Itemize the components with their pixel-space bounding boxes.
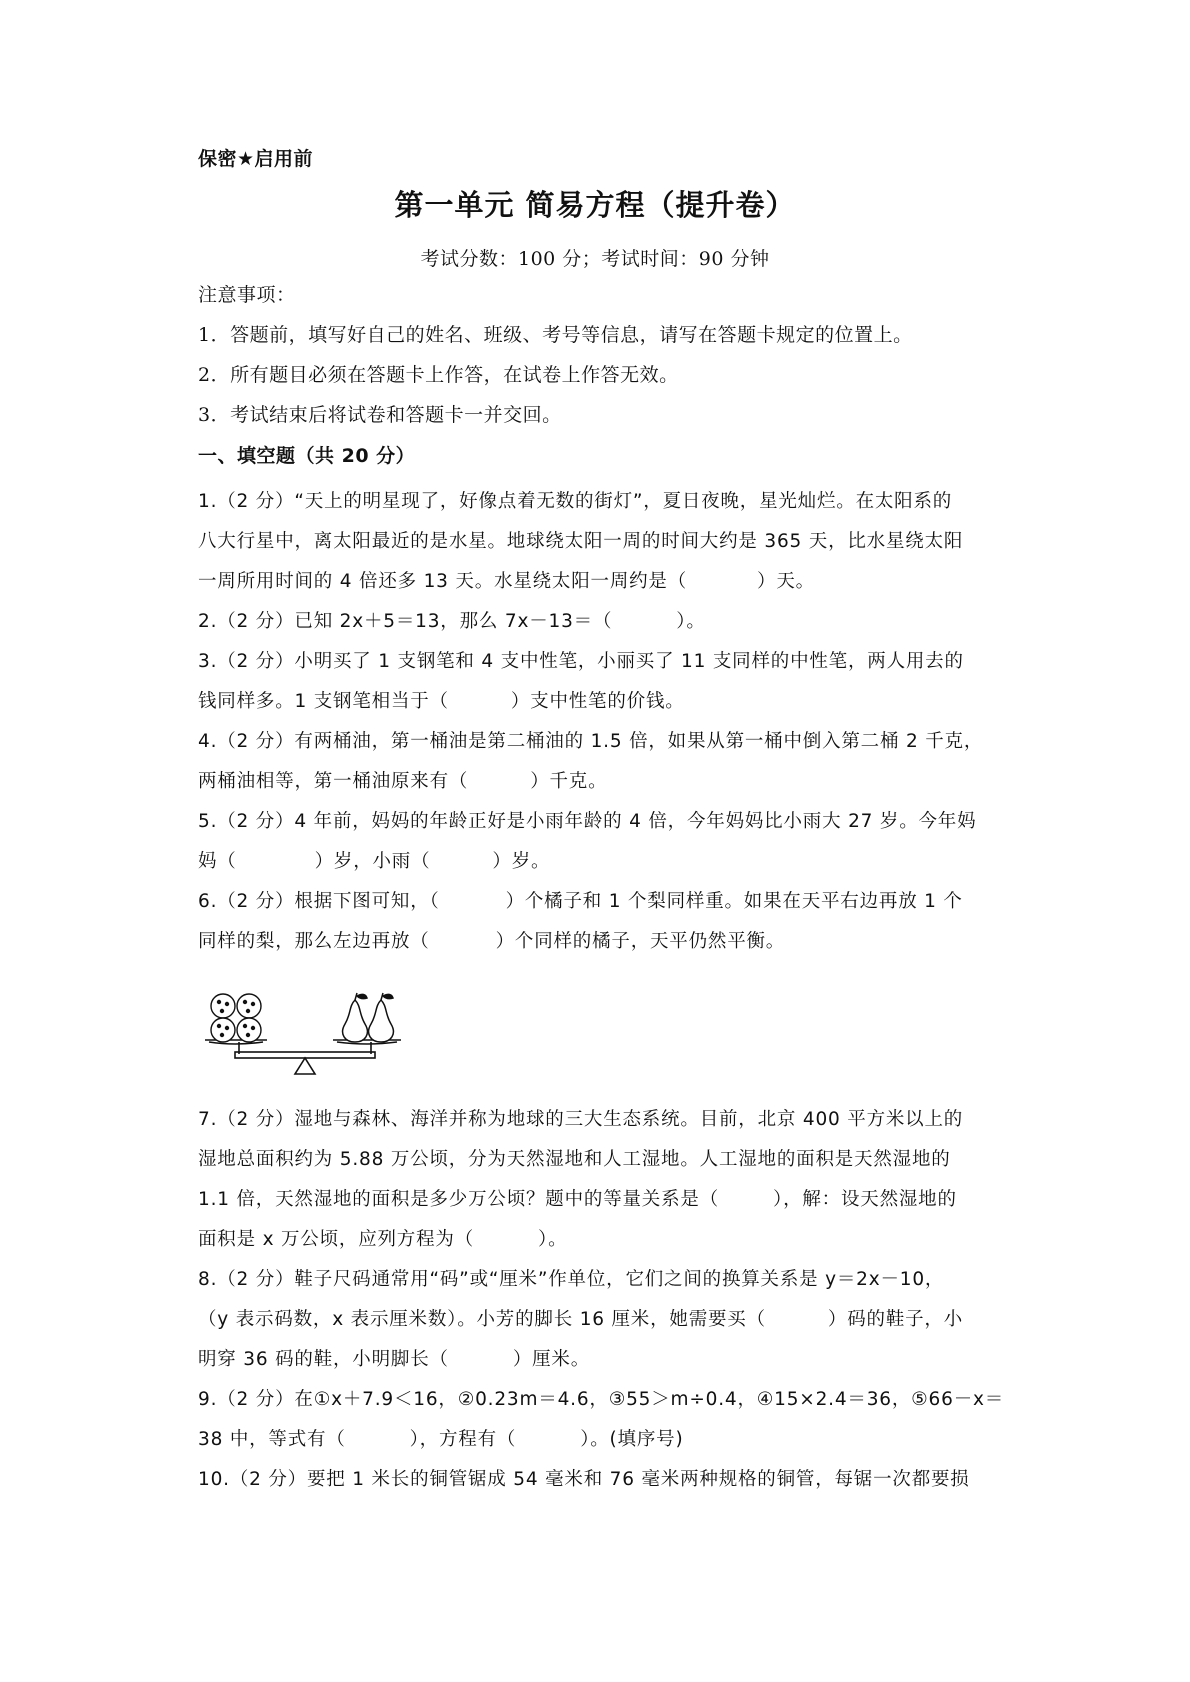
page-title: 第一单元 简易方程（提升卷） <box>394 188 796 222</box>
orange-icon <box>211 994 235 1018</box>
left-pan <box>209 1042 263 1044</box>
right-pan <box>337 1042 397 1044</box>
question-line: 一周所用时间的 4 倍还多 13 天。水星绕太阳一周约是（ ）天。 <box>198 571 815 592</box>
balance-scale-figure <box>205 990 445 1082</box>
question-line: 38 中，等式有（ ），方程有（ ）。(填序号) <box>198 1429 684 1450</box>
question-line: 8.（2 分）鞋子尺码通常用“码”或“厘米”作单位，它们之间的换算关系是 y＝2x－10， <box>198 1269 945 1290</box>
question-line: 1.1 倍，天然湿地的面积是多少万公顷？题中的等量关系是（ ），解：设天然湿地的 <box>198 1189 957 1210</box>
orange-icon <box>237 1018 261 1042</box>
question-line: 明穿 36 码的鞋，小明脚长（ ）厘米。 <box>198 1349 591 1370</box>
question-line: 5.（2 分）4 年前，妈妈的年龄正好是小雨年龄的 4 倍，今年妈妈比小雨大 27 岁。今年妈 <box>198 811 977 832</box>
pears <box>343 993 394 1042</box>
question-line: 钱同样多。1 支钢笔相当于（ ）支中性笔的价钱。 <box>198 691 685 712</box>
question-line: 面积是 x 万公顷，应列方程为（ ）。 <box>198 1229 568 1250</box>
question-line: 4.（2 分）有两桶油，第一桶油是第二桶油的 1.5 倍，如果从第一桶中倒入第二桶 2 千克， <box>198 731 984 752</box>
question-line: 两桶油相等，第一桶油原来有（ ）千克。 <box>198 771 608 792</box>
question-line: 6.（2 分）根据下图可知，（ ）个橘子和 1 个梨同样重。如果在天平右边再放 1 个 <box>198 891 963 912</box>
question-line: 3.（2 分）小明买了 1 支钢笔和 4 支中性笔，小丽买了 11 支同样的中性笔，两人用去的 <box>198 651 964 672</box>
question-line: 1.（2 分）“天上的明星现了，好像点着无数的街灯”，夏日夜晚，星光灿烂。在太阳系的 <box>198 491 953 512</box>
pear-icon <box>369 1000 394 1042</box>
question-line: 7.（2 分）湿地与森林、海洋并称为地球的三大生态系统。目前，北京 400 平方米以上的 <box>198 1109 964 1130</box>
question-line: （y 表示码数，x 表示厘米数）。小芳的脚长 16 厘米，她需要买（ ）码的鞋子，小 <box>198 1309 964 1330</box>
question-line: 10.（2 分）要把 1 米长的铜管锯成 54 毫米和 76 毫米两种规格的铜管，每锯一次都要损 <box>198 1469 970 1490</box>
pear-icon <box>343 1000 368 1042</box>
question-line: 9.（2 分）在①x＋7.9＜16，②0.23m＝4.6，③55＞m÷0.4，④15×2.4＝36，⑤66－x＝ <box>198 1389 1005 1410</box>
orange-icon <box>211 1018 235 1042</box>
notice-item: 1．答题前，填写好自己的姓名、班级、考号等信息，请写在答题卡规定的位置上。 <box>198 324 913 346</box>
question-line: 妈（ ）岁，小雨（ ）岁。 <box>198 851 551 872</box>
question-line: 八大行星中，离太阳最近的是水星。地球绕太阳一周的时间大约是 365 天，比水星绕太阳 <box>198 531 964 552</box>
question-line: 同样的梨，那么左边再放（ ）个同样的橘子，天平仍然平衡。 <box>198 931 786 952</box>
oranges <box>211 994 261 1042</box>
question-line: 湿地总面积约为 5.88 万公顷，分为天然湿地和人工湿地。人工湿地的面积是天然湿地的 <box>198 1149 951 1170</box>
section-heading: 一、填空题（共 20 分） <box>198 445 416 467</box>
confidential-label: 保密★启用前 <box>198 148 314 170</box>
question-line: 2.（2 分）已知 2x＋5＝13，那么 7x－13＝（ ）。 <box>198 611 706 632</box>
exam-info: 考试分数：100 分；考试时间：90 分钟 <box>420 248 770 270</box>
notice-item: 2．所有题目必须在答题卡上作答，在试卷上作答无效。 <box>198 364 679 386</box>
notice-heading: 注意事项： <box>198 284 296 306</box>
orange-icon <box>237 994 261 1018</box>
notice-item: 3．考试结束后将试卷和答题卡一并交回。 <box>198 404 562 426</box>
fulcrum <box>295 1058 315 1074</box>
